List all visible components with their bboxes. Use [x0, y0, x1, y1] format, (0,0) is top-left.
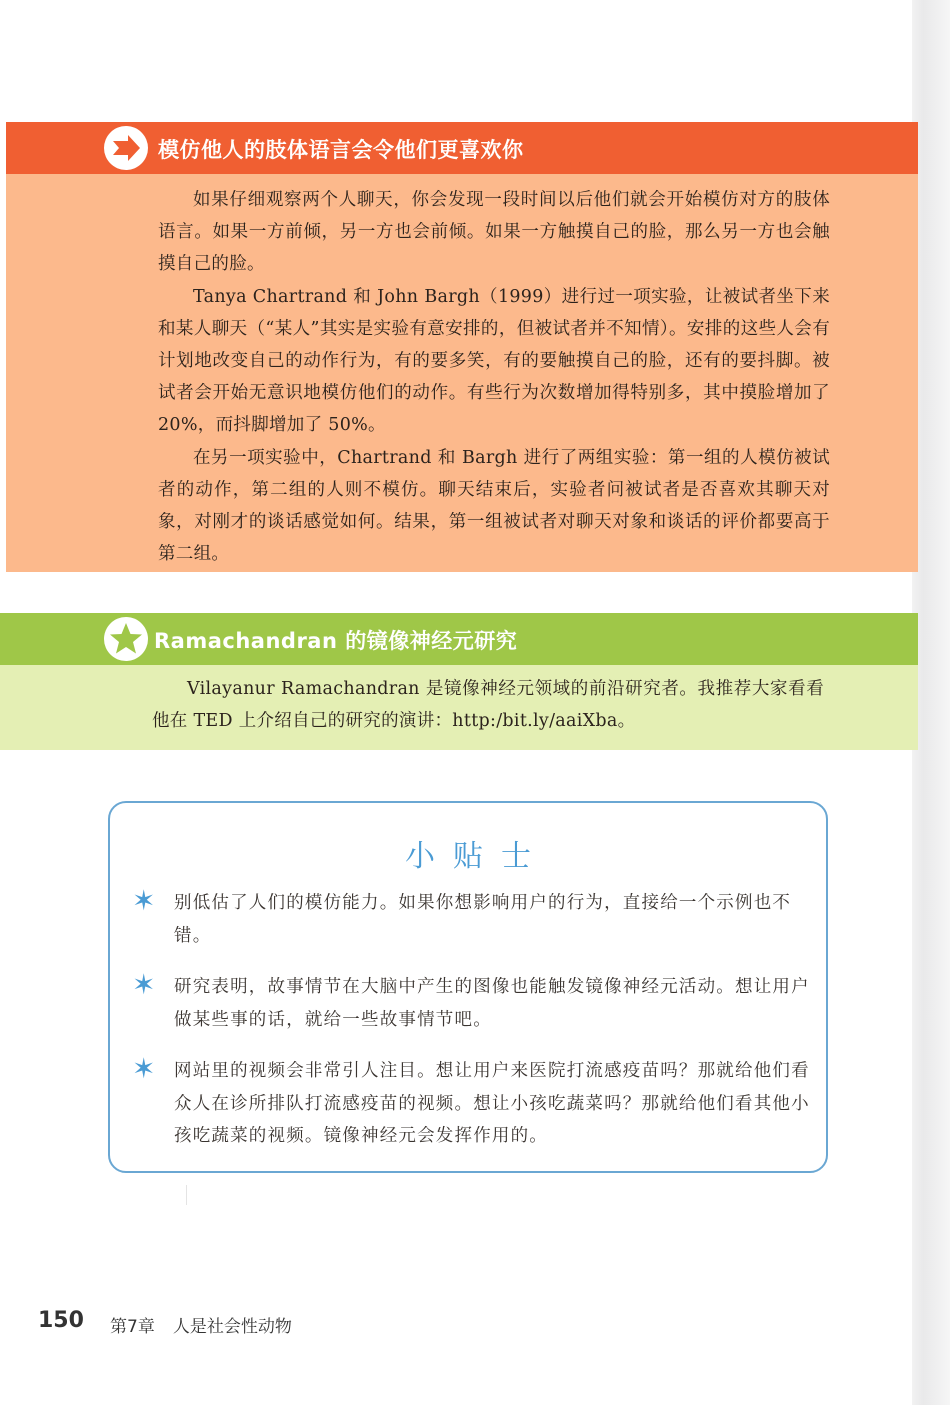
chapter-title: 人是社会性动物 — [172, 1317, 292, 1337]
paragraph: Tanya Chartrand 和 John Bargh（1999）进行过一项实验，让被试者坐下来和某人聊天（“某人”其实是实验有意安排的，但被试者并不知情）。安排的这些人会有计划地改变自己的动作行为，有的要多笑，有的要触摸自己的脸，还有的要抖脚。被试者会开始无意识地模仿他们的动作。有些行为次数增加得特别多，其中摸脸增加了 20%，而抖脚增加了 50%。 — [158, 286, 830, 436]
tip-item — [132, 968, 812, 1036]
box-header — [0, 613, 918, 665]
arrow-right-icon — [104, 126, 148, 170]
box-body — [158, 184, 830, 570]
tip-text: 研究表明，故事情节在大脑中产生的图像也能触发镜像神经元活动。想让用户做某些事的话，就给一些故事情节吧。 — [174, 977, 810, 1030]
asterisk-icon: ✶ — [132, 884, 157, 917]
asterisk-icon: ✶ — [132, 968, 157, 1001]
chapter-label: 第7章 — [110, 1317, 155, 1337]
tip-item — [132, 884, 812, 952]
tips-title: 小贴士 — [405, 839, 549, 874]
tips-box — [108, 801, 828, 1173]
box-title: Ramachandran 的镜像神经元研究 — [154, 629, 518, 653]
paragraph: Vilayanur Ramachandran 是镜像神经元领域的前沿研究者。我推荐大家看看他在 TED 上介绍自己的研究的演讲：http:/bit.ly/aaiXba。 — [152, 679, 824, 732]
box-body — [152, 673, 824, 737]
box-header — [6, 122, 918, 174]
sidebar-box-imitation — [6, 122, 918, 572]
box-title: 模仿他人的肢体语言会令他们更喜欢你 — [158, 138, 524, 162]
tip-item — [132, 1052, 812, 1153]
page-number: 150 — [38, 1308, 84, 1333]
asterisk-icon: ✶ — [132, 1052, 157, 1085]
running-footer — [110, 1312, 292, 1337]
sidebar-box-mirror-neurons — [0, 613, 918, 750]
tip-text: 网站里的视频会非常引人注目。想让用户来医院打流感疫苗吗？那就给他们看众人在诊所排队打流感疫苗的视频。想让小孩吃蔬菜吗？那就给他们看其他小孩吃蔬菜的视频。镜像神经元会发挥作用的。 — [174, 1061, 810, 1146]
paragraph: 在另一项实验中，Chartrand 和 Bargh 进行了两组实验：第一组的人模仿被试者的动作，第二组的人则不模仿。聊天结束后，实验者问被试者是否喜欢其聊天对象，对刚才的谈话感觉如何。结果，第一组被试者对聊天对象和谈话的评价都要高于第二组。 — [158, 447, 830, 565]
divider — [186, 1185, 187, 1205]
paragraph: 如果仔细观察两个人聊天，你会发现一段时间以后他们就会开始模仿对方的肢体语言。如果一方前倾，另一方也会前倾。如果一方触摸自己的脸，那么另一方也会触摸自己的脸。 — [158, 190, 830, 275]
tip-text: 别低估了人们的模仿能力。如果你想影响用户的行为，直接给一个示例也不错。 — [174, 893, 792, 946]
star-icon — [104, 617, 148, 661]
